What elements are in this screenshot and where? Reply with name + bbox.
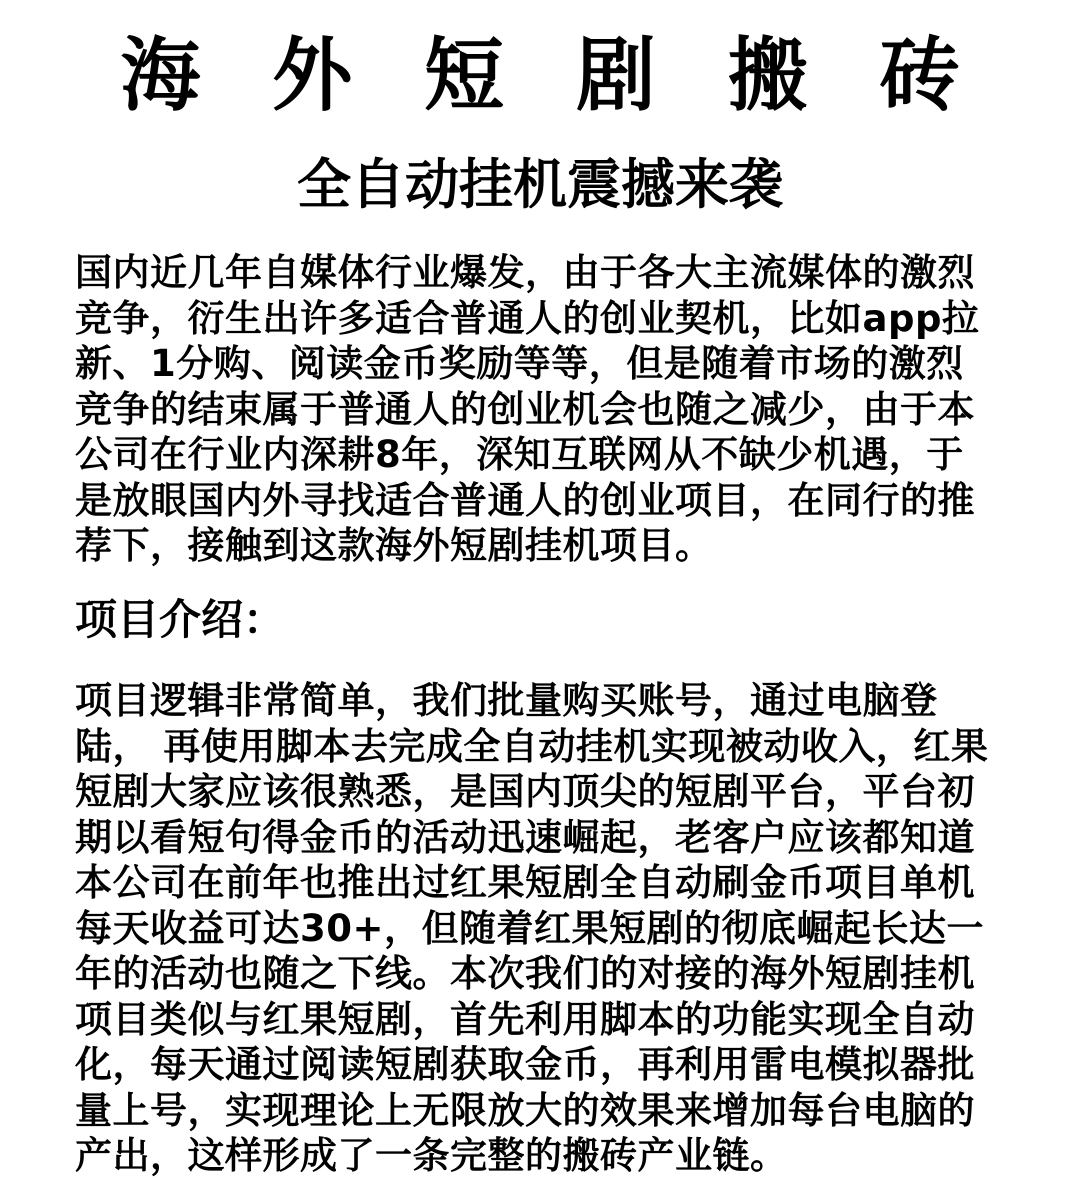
project-line: 项目类似与红果短剧，首先利用脚本的功能实现全自动: [75, 997, 975, 1041]
intro-line: 公司在行业内深耕8年，深知互联网从不缺少机遇，于: [75, 433, 964, 476]
intro-line: 荐下，接触到这款海外短剧挂机项目。: [75, 524, 713, 567]
intro-line: 国内近几年自媒体行业爆发，由于各大主流媒体的激烈: [75, 251, 975, 294]
project-line: 产出，这样形成了一条完整的搬砖产业链。: [75, 1134, 788, 1177]
intro-line: 竞争的结束属于普通人的创业机会也随之减少，由于本: [75, 387, 975, 431]
intro-line: 竞争，衍生出许多适合普通人的创业契机，比如app拉: [75, 296, 980, 340]
project-intro-paragraph: [75, 678, 1015, 1179]
intro-paragraph: [75, 250, 1015, 569]
project-line: 期以看短句得金币的活动迅速崛起，老客户应该都知道: [75, 815, 975, 859]
page-title: 海 外 短 剧 搬 砖: [120, 29, 982, 122]
project-line: 年的活动也随之下线。本次我们的对接的海外短剧挂机: [75, 952, 975, 995]
intro-line: 新、1分购、阅读金币奖励等等，但是随着市场的激烈: [75, 342, 964, 385]
project-line: 本公司在前年也推出过红果短剧全自动刷金币项目单机: [75, 861, 975, 904]
intro-line: 是放眼国内外寻找适合普通人的创业项目，在同行的推: [75, 478, 975, 522]
project-line: 每天收益可达30+，但随着红果短剧的彻底崛起长达一: [75, 906, 984, 950]
project-line: 陆， 再使用脚本去完成全自动挂机实现被动收入，红果: [75, 724, 989, 768]
project-line: 量上号，实现理论上无限放大的效果来增加每台电脑的: [75, 1088, 975, 1132]
project-line: 项目逻辑非常简单，我们批量购买账号，通过电脑登: [75, 679, 938, 722]
section-heading-project-intro: 项目介绍：: [75, 595, 286, 644]
project-line: 短剧大家应该很熟悉，是国内顶尖的短剧平台，平台初: [75, 770, 975, 813]
project-line: 化，每天通过阅读短剧获取金币，再利用雷电模拟器批: [75, 1043, 975, 1086]
page-subtitle: 全自动挂机震撼来袭: [297, 153, 783, 216]
